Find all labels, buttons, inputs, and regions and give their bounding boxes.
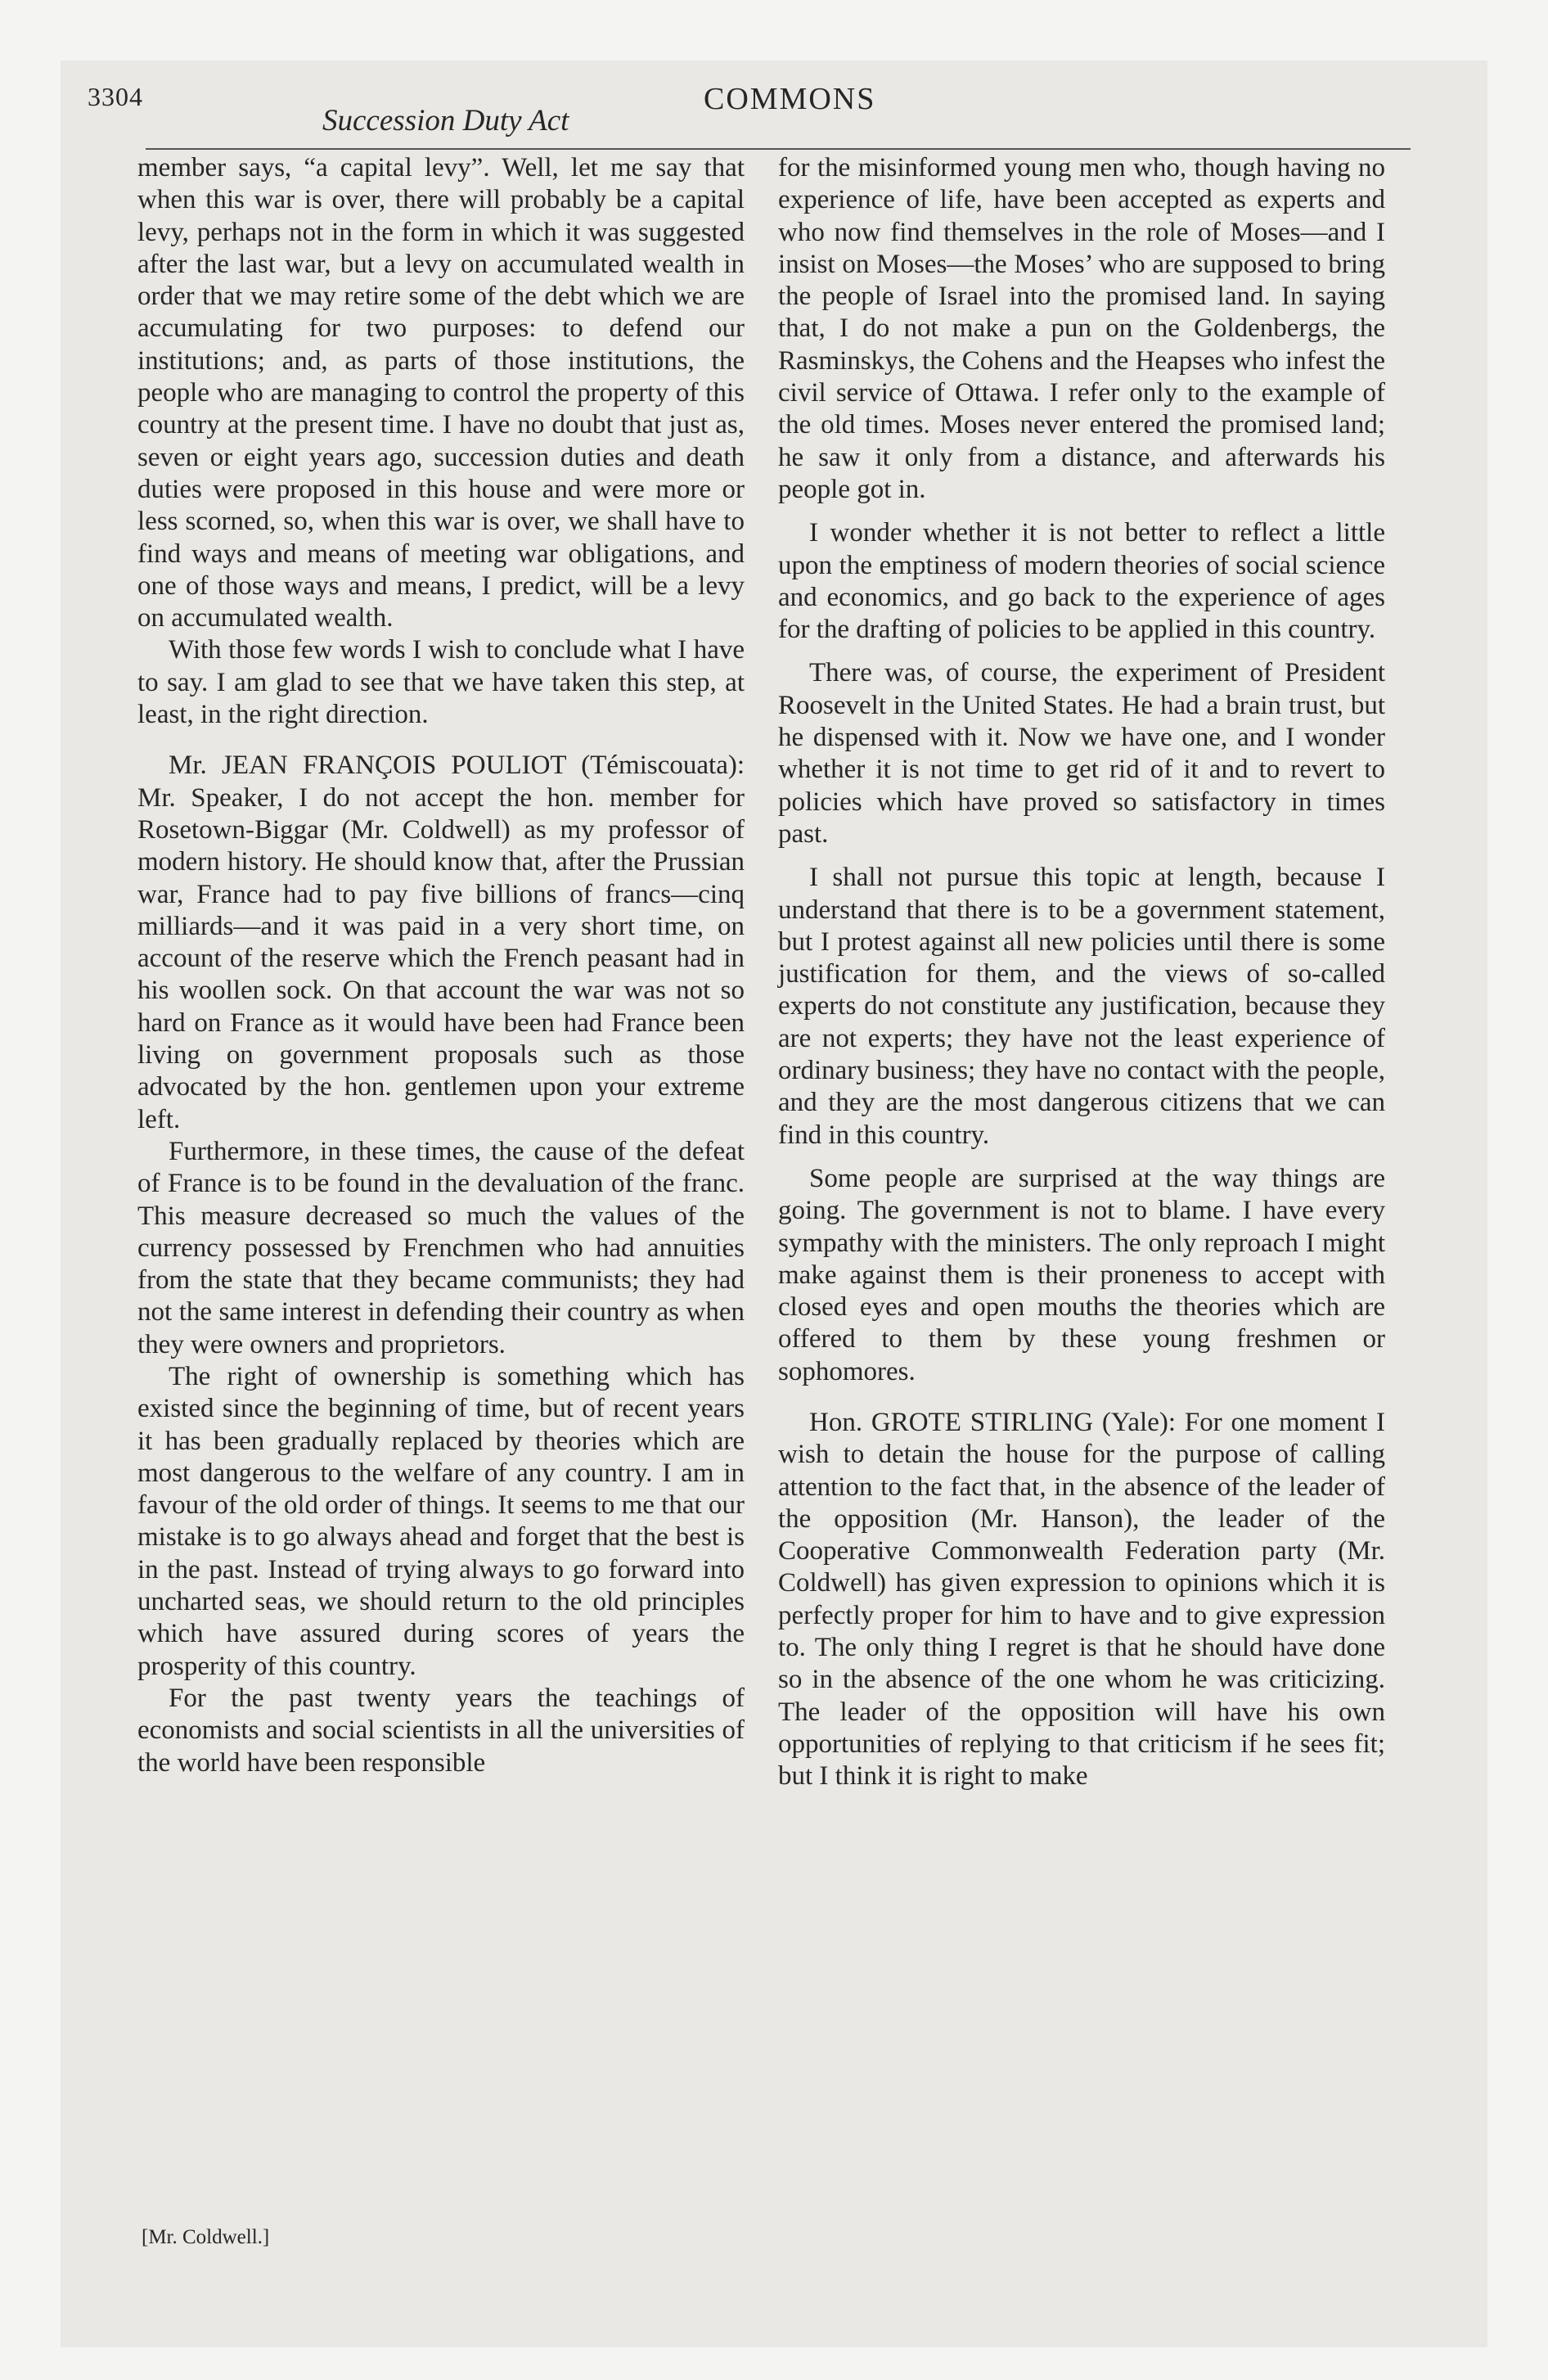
right-column (778, 152, 1385, 1793)
left-column (137, 152, 745, 1779)
paragraph: There was, of course, the experiment of President Roosevelt in the United States. He had a brain trust, but he dispensed with it. Now we have one, and I wonder whether it is not time to get rid of it and to revert to policies which have proved so satisfactory in times past. (778, 658, 1385, 849)
header-rule (146, 148, 1411, 150)
speech-text: Mr. Speaker, I do not accept the hon. member for Rosetown-Biggar (Mr. Coldwell) as my professor of modern history. He should know that, after the Prussian war, France had to pay five billions of francs—cinq milliards—and it was paid in a very short time, on account of the reserve which the French peasant had in his woollen sock. On that account the war was not so hard on France as it would have been had France been living on government proposals such as those advocated by the hon. gentlemen upon your extreme left. (137, 782, 745, 1134)
paragraph: I shall not pursue this topic at length, because I understand that there is to be a government statement, but I protest against all new policies until there is some justification for them, and the views of so-called experts do not constitute any justification, because they are not experts; they have not the least experience of ordinary business; they have no contact with the people, and they are the most dangerous citizens that we can find in this country. (778, 863, 1385, 1150)
paragraph: Furthermore, in these times, the cause of the defeat of France is to be found in the devaluation of the franc. This measure decreased so much the values of the currency possessed by Frenchmen who had annuities from the state that they became communists; they had not the same interest in defending their country as when they were owners and proprietors. (137, 1136, 745, 1359)
running-head: Succession Duty Act (322, 104, 569, 137)
speaker-name: Hon. GROTE STIRLING (Yale): (809, 1407, 1177, 1437)
page-number: 3304 (88, 82, 143, 111)
paragraph: Some people are surprised at the way things are going. The government is not to blame. I have every sympathy with the ministers. The only reproach I might make against them is their proneness to accept with closed eyes and open mouths the theories which are offered to them by these young freshmen or sophomores. (778, 1163, 1385, 1386)
footer-speaker-reference: [Mr. Coldwell.] (142, 2226, 270, 2248)
speech-text: For one moment I wish to detain the house for the purpose of calling attention to the fact that, in the absence of the leader of the opposition (Mr. Hanson), the leader of the Cooperative Commonwealth Federation party (Mr. Coldwell) has given expression to opinions which it is perfectly proper for him to have and to give expression to. The only thing I regret is that he should have done so in the absence of the one whom he was criticizing. The leader of the opposition will have his own opportunities of replying to that criticism if he sees fit; but I think it is right to make (778, 1407, 1385, 1792)
paragraph: The right of ownership is something which has existed since the beginning of time, but of recent years it has been gradually replaced by theories which are most dangerous to the welfare of any country. I am in favour of the old order of things. It seems to me that our mistake is to go always ahead and forget that the best is in the past. Instead of trying always to go forward into uncharted seas, we should return to the old principles which have assured during scores of years the prosperity of this country. (137, 1361, 745, 1681)
paragraph: I wonder whether it is not better to reflect a little upon the emptiness of modern theories of social science and economics, and go back to the experience of ages for the drafting of policies to be applied in this country. (778, 518, 1385, 645)
paragraph: member says, “a capital levy”. Well, let me say that when this war is over, there will probably be a capital levy, perhaps not in the form in which it was suggested after the last war, but a levy on accumulated wealth in order that we may retire some of the debt which we are accumulating for two purposes: to defend our institutions; and, as parts of those institutions, the people who are managing to control the property of this country at the present time. I have no doubt that just as, seven or eight years ago, succession duties and death duties were proposed in this house and were more or less scorned, so, when this war is over, we shall have to find ways and means of meeting war obligations, and one of those ways and means, I predict, will be a levy on accumulated wealth. (137, 153, 745, 633)
speech-paragraph (778, 1407, 1385, 1793)
paragraph: For the past twenty years the teachings of economists and social scientists in all the universities of the world have been responsible (137, 1683, 745, 1778)
chamber-title: COMMONS (704, 82, 876, 116)
paragraph: With those few words I wish to conclude what I have to say. I am glad to see that we have taken this step, at least, in the right direction. (137, 635, 745, 730)
speaker-name: Mr. JEAN FRANÇOIS POULIOT (Témiscouata): (169, 751, 745, 781)
speech-paragraph (137, 750, 745, 1136)
paragraph: for the misinformed young men who, though having no experience of life, have been accepted as experts and who now find themselves in the role of Moses—and I insist on Moses—the Moses’ who are supposed to bring the people of Israel into the promised land. In saying that, I do not make a pun on the Goldenbergs, the Rasminskys, the Cohens and the Heapses who infest the civil service of Ottawa. I refer only to the example of the old times. Moses never entered the promised land; he saw it only from a distance, and afterwards his people got in. (778, 153, 1385, 504)
